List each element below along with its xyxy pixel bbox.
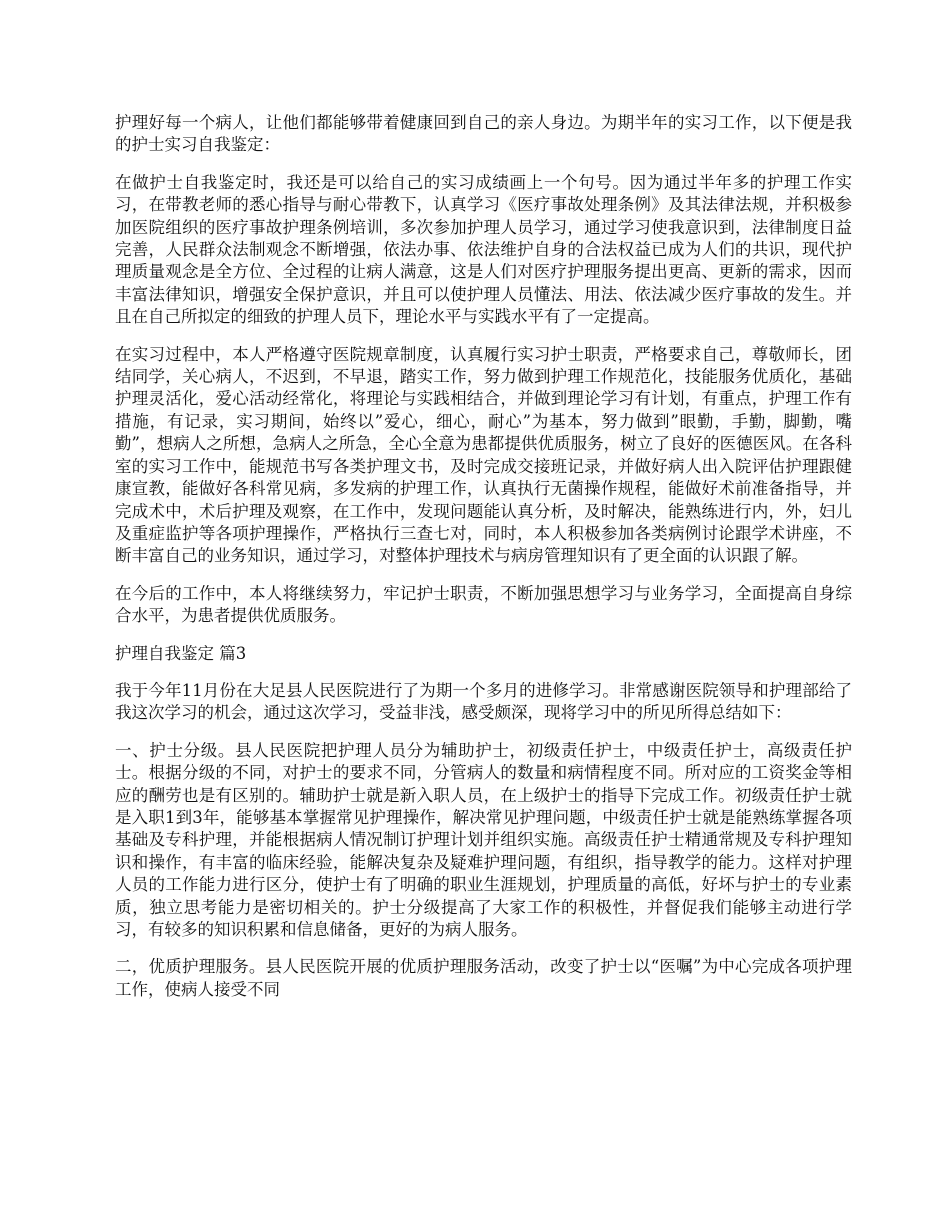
paragraph-self-assessment: 在做护士自我鉴定时，我还是可以给自己的实习成绩画上一个句号。因为通过半年多的护理工作实习，在带教老师的悉心指导与耐心带教下，认真学习《医疗事故处理条例》及其法律法规，并积极参加医院组织的医疗事故护理条例培训，多次参加护理人员学习，通过学习使我意识到，法律制度日益完善，人民群众法制观念不断增强，依法办事、依法维护自身的合法权益已成为人们的共识，现代护理质量观念是全方位、全过程的让病人满意，这是人们对医疗护理服务提出更高、更新的需求，因而丰富法律知识，增强安全保护意识，并且可以使护理人员懂法、用法、依法减少医疗事故的发生。并且在自己所拟定的细致的护理人员下，理论水平与实践水平有了一定提高。 — [115, 172, 852, 327]
paragraph-internship-process: 在实习过程中，本人严格遵守医院规章制度，认真履行实习护士职责，严格要求自己，尊敬师长，团结同学，关心病人，不迟到，不早退，踏实工作，努力做到护理工作规范化，技能服务优质化，基础护理灵活化，爱心活动经常化，将理论与实践相结合，并做到理论学习有计划，有重点，护理工作有措施，有记录，实习期间，始终以”爱心，细心，耐心”为基本，努力做到”眼勤，手勤，脚勤，嘴勤”，想病人之所想，急病人之所急，全心全意为患都提供优质服务，树立了良好的医德医风。在各科室的实习工作中，能规范书写各类护理文书，及时完成交接班记录，并做好病人出入院评估护理跟健康宣教，能做好各科常见病，多发病的护理工作，认真执行无菌操作规程，能做好术前准备指导，并完成术中，术后护理及观察，在工作中，发现问题能认真分析，及时解决，能熟练进行内，外，妇儿及重症监护等各项护理操作，严格执行三查七对，同时，本人积极参加各类病例讨论跟学术讲座，不断丰富自己的业务知识，通过学习，对整体护理技术与病房管理知识有了更全面的认识跟了解。 — [115, 344, 852, 566]
paragraph-future-work: 在今后的工作中，本人将继续努力，牢记护士职责，不断加强思想学习与业务学习，全面提高自身综合水平，为患者提供优质服务。 — [115, 583, 852, 626]
paragraph-nurse-grading: 一、护士分级。县人民医院把护理人员分为辅助护士，初级责任护士，中级责任护士，高级责任护士。根据分级的不同，对护士的要求不同，分管病人的数量和病情程度不同。所对应的工资奖金等相应的酬劳也是有区别的。辅助护士就是新入职人员，在上级护士的指导下完成工作。初级责任护士就是入职1到3年，能够基本掌握常见护理操作，解决常见护理问题，中级责任护士就是能熟练掌握各项基础及专科护理，并能根据病人情况制订护理计划并组织实施。高级责任护士精通常规及专科护理知识和操作，有丰富的临床经验，能解决复杂及疑难护理问题，有组织，指导教学的能力。这样对护理人员的工作能力进行区分，使护士有了明确的职业生涯规划，护理质量的高低，好坏与护士的专业素质，独立思考能力是密切相关的。护士分级提高了大家工作的积极性，并督促我们能够主动进行学习，有较多的知识积累和信息储备，更好的为病人服务。 — [115, 740, 852, 939]
section-heading: 护理自我鉴定 篇3 — [115, 643, 247, 663]
paragraph-quality-service: 二，优质护理服务。县人民医院开展的优质护理服务活动，改变了护士以“医嘱”为中心完成各项护理工作，使病人接受不同 — [115, 957, 852, 999]
paragraph-intro: 护理好每一个病人，让他们都能够带着健康回到自己的亲人身边。为期半年的实习工作，以下便是我的护士实习自我鉴定： — [115, 113, 852, 155]
document-body — [115, 112, 852, 1016]
paragraph-training-intro: 我于今年11月份在大足县人民医院进行了为期一个多月的进修学习。非常感谢医院领导和护理部给了我这次学习的机会，通过这次学习，受益非浅，感受颇深，现将学习中的所见所得总结如下： — [115, 680, 852, 723]
